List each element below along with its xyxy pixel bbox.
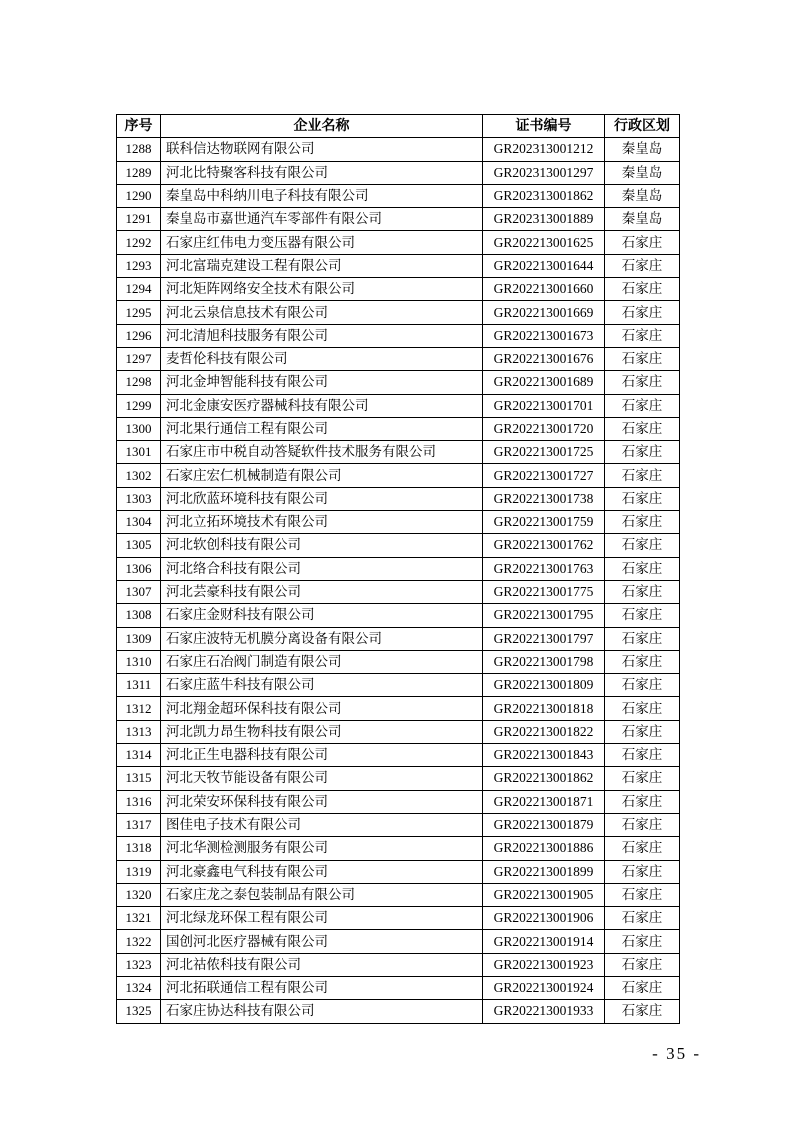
table-row [117,580,680,603]
row-certificate-number: GR202213001797 [483,627,605,650]
row-company-name: 河北云泉信息技术有限公司 [161,301,483,324]
table-body [117,138,680,1023]
table-row [117,138,680,161]
row-number: 1313 [117,720,161,743]
row-number: 1310 [117,650,161,673]
row-number: 1293 [117,254,161,277]
row-company-name: 河北立拓环境技术有限公司 [161,511,483,534]
row-company-name: 石家庄市中税自动答疑软件技术服务有限公司 [161,441,483,464]
row-company-name: 河北天牧节能设备有限公司 [161,767,483,790]
row-region: 石家庄 [605,930,680,953]
row-company-name: 河北翔金超环保科技有限公司 [161,697,483,720]
row-number: 1300 [117,417,161,440]
row-number: 1315 [117,767,161,790]
row-company-name: 联科信达物联网有限公司 [161,138,483,161]
row-number: 1299 [117,394,161,417]
row-company-name: 河北比特聚客科技有限公司 [161,161,483,184]
row-company-name: 石家庄石冶阀门制造有限公司 [161,650,483,673]
row-certificate-number: GR202213001762 [483,534,605,557]
row-certificate-number: GR202213001660 [483,278,605,301]
row-certificate-number: GR202213001669 [483,301,605,324]
table-row [117,860,680,883]
table-row [117,930,680,953]
row-number: 1306 [117,557,161,580]
row-region: 石家庄 [605,231,680,254]
row-region: 石家庄 [605,324,680,347]
row-number: 1294 [117,278,161,301]
row-region: 石家庄 [605,650,680,673]
row-number: 1314 [117,744,161,767]
row-region: 石家庄 [605,580,680,603]
row-certificate-number: GR202213001843 [483,744,605,767]
row-certificate-number: GR202313001297 [483,161,605,184]
table-row [117,976,680,999]
row-number: 1324 [117,976,161,999]
row-company-name: 石家庄龙之泰包装制品有限公司 [161,883,483,906]
table-row [117,697,680,720]
enterprise-table [116,114,680,1024]
row-company-name: 河北华测检测服务有限公司 [161,837,483,860]
row-region: 石家庄 [605,371,680,394]
row-number: 1308 [117,604,161,627]
table-row [117,907,680,930]
row-company-name: 河北络合科技有限公司 [161,557,483,580]
row-certificate-number: GR202213001879 [483,813,605,836]
table-row [117,278,680,301]
table-header-row [117,115,680,138]
row-number: 1296 [117,324,161,347]
row-region: 石家庄 [605,511,680,534]
row-number: 1289 [117,161,161,184]
row-company-name: 河北金康安医疗器械科技有限公司 [161,394,483,417]
row-region: 石家庄 [605,278,680,301]
row-certificate-number: GR202313001862 [483,184,605,207]
table-row [117,511,680,534]
table-row [117,627,680,650]
row-region: 秦皇岛 [605,184,680,207]
row-company-name: 河北欣蓝环境科技有限公司 [161,487,483,510]
row-number: 1323 [117,953,161,976]
row-company-name: 石家庄协达科技有限公司 [161,1000,483,1023]
page-number: - 35 - [652,1044,701,1063]
row-number: 1307 [117,580,161,603]
table-row [117,744,680,767]
row-company-name: 河北矩阵网络安全技术有限公司 [161,278,483,301]
table-row [117,650,680,673]
row-company-name: 秦皇岛中科纳川电子科技有限公司 [161,184,483,207]
row-certificate-number: GR202213001720 [483,417,605,440]
row-certificate-number: GR202213001871 [483,790,605,813]
row-company-name: 图佳电子技术有限公司 [161,813,483,836]
row-company-name: 河北凯力昂生物科技有限公司 [161,720,483,743]
row-certificate-number: GR202213001923 [483,953,605,976]
row-certificate-number: GR202213001818 [483,697,605,720]
row-number: 1303 [117,487,161,510]
row-number: 1301 [117,441,161,464]
row-certificate-number: GR202213001905 [483,883,605,906]
row-region: 石家庄 [605,860,680,883]
table-row [117,184,680,207]
row-certificate-number: GR202213001798 [483,650,605,673]
row-region: 石家庄 [605,976,680,999]
table-row [117,720,680,743]
table-row [117,347,680,370]
row-number: 1309 [117,627,161,650]
row-number: 1292 [117,231,161,254]
table-row [117,674,680,697]
table-row [117,487,680,510]
table-row [117,604,680,627]
table-row [117,557,680,580]
row-company-name: 麦哲伦科技有限公司 [161,347,483,370]
row-certificate-number: GR202213001809 [483,674,605,697]
row-region: 秦皇岛 [605,161,680,184]
row-number: 1290 [117,184,161,207]
row-region: 石家庄 [605,604,680,627]
table-row [117,883,680,906]
row-company-name: 河北软创科技有限公司 [161,534,483,557]
table-row [117,1000,680,1023]
row-certificate-number: GR202213001738 [483,487,605,510]
row-region: 石家庄 [605,907,680,930]
row-number: 1298 [117,371,161,394]
header-certificate: 证书编号 [483,115,605,138]
row-certificate-number: GR202213001625 [483,231,605,254]
row-region: 石家庄 [605,441,680,464]
table-row [117,254,680,277]
table-row [117,953,680,976]
row-company-name: 石家庄红伟电力变压器有限公司 [161,231,483,254]
row-region: 石家庄 [605,674,680,697]
row-number: 1321 [117,907,161,930]
table-row [117,417,680,440]
table-row [117,208,680,231]
row-company-name: 河北金坤智能科技有限公司 [161,371,483,394]
row-number: 1317 [117,813,161,836]
row-region: 石家庄 [605,534,680,557]
row-certificate-number: GR202213001644 [483,254,605,277]
row-certificate-number: GR202213001725 [483,441,605,464]
row-company-name: 石家庄波特无机膜分离设备有限公司 [161,627,483,650]
table-row [117,231,680,254]
row-certificate-number: GR202213001676 [483,347,605,370]
row-number: 1295 [117,301,161,324]
row-number: 1311 [117,674,161,697]
row-region: 石家庄 [605,254,680,277]
row-certificate-number: GR202213001775 [483,580,605,603]
row-certificate-number: GR202213001701 [483,394,605,417]
row-region: 石家庄 [605,697,680,720]
row-certificate-number: GR202213001899 [483,860,605,883]
row-certificate-number: GR202213001795 [483,604,605,627]
row-region: 石家庄 [605,720,680,743]
row-region: 石家庄 [605,1000,680,1023]
table-row [117,464,680,487]
row-region: 石家庄 [605,487,680,510]
table-row [117,790,680,813]
row-number: 1297 [117,347,161,370]
row-certificate-number: GR202213001933 [483,1000,605,1023]
table-row [117,837,680,860]
table-row [117,394,680,417]
row-number: 1288 [117,138,161,161]
row-company-name: 河北富瑞克建设工程有限公司 [161,254,483,277]
row-company-name: 河北绿龙环保工程有限公司 [161,907,483,930]
row-certificate-number: GR202213001886 [483,837,605,860]
row-region: 石家庄 [605,744,680,767]
row-number: 1304 [117,511,161,534]
row-region: 石家庄 [605,557,680,580]
row-region: 秦皇岛 [605,138,680,161]
header-company: 企业名称 [161,115,483,138]
row-region: 石家庄 [605,347,680,370]
row-number: 1322 [117,930,161,953]
row-region: 石家庄 [605,813,680,836]
row-number: 1319 [117,860,161,883]
row-region: 石家庄 [605,627,680,650]
row-number: 1325 [117,1000,161,1023]
row-company-name: 河北芸豪科技有限公司 [161,580,483,603]
row-company-name: 河北豪鑫电气科技有限公司 [161,860,483,883]
row-company-name: 石家庄宏仁机械制造有限公司 [161,464,483,487]
row-certificate-number: GR202213001924 [483,976,605,999]
row-number: 1318 [117,837,161,860]
row-company-name: 河北果行通信工程有限公司 [161,417,483,440]
row-certificate-number: GR202213001763 [483,557,605,580]
row-certificate-number: GR202213001822 [483,720,605,743]
row-number: 1302 [117,464,161,487]
row-number: 1305 [117,534,161,557]
row-certificate-number: GR202213001727 [483,464,605,487]
row-certificate-number: GR202213001673 [483,324,605,347]
row-region: 石家庄 [605,301,680,324]
row-number: 1316 [117,790,161,813]
row-number: 1291 [117,208,161,231]
header-region: 行政区划 [605,115,680,138]
row-company-name: 秦皇岛市嘉世通汽车零部件有限公司 [161,208,483,231]
header-number: 序号 [117,115,161,138]
table-row [117,301,680,324]
row-certificate-number: GR202313001212 [483,138,605,161]
row-region: 秦皇岛 [605,208,680,231]
row-region: 石家庄 [605,883,680,906]
row-certificate-number: GR202213001914 [483,930,605,953]
row-company-name: 石家庄蓝牛科技有限公司 [161,674,483,697]
row-region: 石家庄 [605,394,680,417]
table-row [117,534,680,557]
row-number: 1312 [117,697,161,720]
table-row [117,441,680,464]
row-company-name: 河北清旭科技服务有限公司 [161,324,483,347]
row-certificate-number: GR202213001862 [483,767,605,790]
table-row [117,371,680,394]
row-certificate-number: GR202313001889 [483,208,605,231]
row-region: 石家庄 [605,790,680,813]
row-company-name: 石家庄金财科技有限公司 [161,604,483,627]
row-certificate-number: GR202213001906 [483,907,605,930]
row-certificate-number: GR202213001689 [483,371,605,394]
row-company-name: 河北拓联通信工程有限公司 [161,976,483,999]
row-region: 石家庄 [605,417,680,440]
row-number: 1320 [117,883,161,906]
table-row [117,767,680,790]
row-region: 石家庄 [605,767,680,790]
table-row [117,161,680,184]
table-row [117,324,680,347]
row-certificate-number: GR202213001759 [483,511,605,534]
row-company-name: 国创河北医疗器械有限公司 [161,930,483,953]
row-region: 石家庄 [605,464,680,487]
row-region: 石家庄 [605,953,680,976]
row-region: 石家庄 [605,837,680,860]
row-company-name: 河北祜侬科技有限公司 [161,953,483,976]
row-company-name: 河北荣安环保科技有限公司 [161,790,483,813]
row-company-name: 河北正生电器科技有限公司 [161,744,483,767]
table-row [117,813,680,836]
